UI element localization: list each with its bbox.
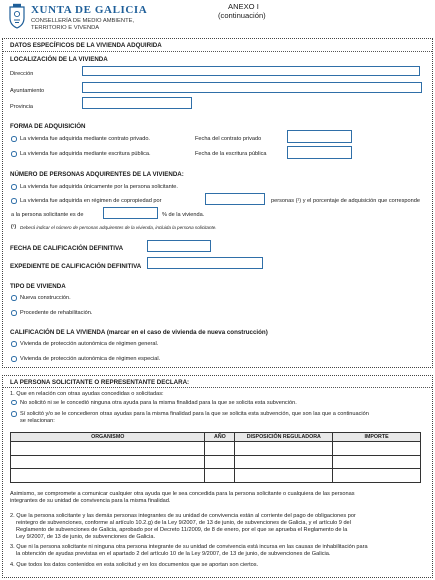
tipo-nueva-radio[interactable] bbox=[11, 295, 17, 301]
item1-no-label: No solicitó ni se le concedió ninguna otra ayuda para la misma finalidad para la que se solicita esta subvención. bbox=[20, 399, 297, 406]
section2-title: LA PERSONA SOLICITANTE O REPRESENTANTE DECLARA: bbox=[10, 379, 190, 386]
forma-escritura-radio[interactable] bbox=[11, 151, 17, 157]
item3-line2: la obtención de ayudas previstas en el apartado 2 del artículo 10 de la Ley 9/2007, de 13 de junio, de subvenciones de Galicia. bbox=[16, 551, 331, 557]
brand-name: XUNTA DE GALICIA bbox=[31, 4, 148, 16]
tipo-rehab-label: Procedente de rehabilitación. bbox=[20, 309, 93, 316]
item1-si-label-line1: Sí solicitó y/o se le concedieron otras ayudas para la misma finalidad para la que se solicita esta subvención, que son las que a continuación bbox=[20, 411, 369, 417]
porcentaje-input[interactable] bbox=[103, 207, 158, 219]
porcentaje-suffix: % de la vivienda. bbox=[162, 212, 205, 218]
fecha-calif-label: FECHA DE CALIFICACIÓN DEFINITIVA bbox=[10, 245, 124, 252]
forma-escritura-label: La vivienda fue adquirida mediante escritura pública. bbox=[20, 150, 151, 157]
forma-contrato-radio[interactable] bbox=[11, 136, 17, 142]
table-header-importe: IMPORTE bbox=[333, 433, 421, 442]
table-cell[interactable] bbox=[11, 455, 205, 469]
num-personas-input[interactable] bbox=[205, 193, 265, 205]
table-cell[interactable] bbox=[11, 469, 205, 483]
footnote-text: Deberá indicar el número de personas adquirentes de la vivienda, incluida la persona solicitante. bbox=[20, 225, 217, 230]
num-unica-label: La vivienda fue adquirida únicamente por la persona solicitante. bbox=[20, 183, 178, 190]
coat-of-arms-icon bbox=[6, 3, 28, 29]
fecha-contrato-input[interactable] bbox=[287, 130, 352, 143]
item1-text: 1. Que en relación con otras ayudas concedidas o solicitadas: bbox=[10, 391, 164, 397]
asimismo-line1: Asimismo, se compromete a comunicar cualquier otra ayuda que le sea concedida para la persona solicitante o cualquiera de las personas bbox=[10, 491, 355, 497]
table-cell[interactable] bbox=[333, 455, 421, 469]
table-header-disposicion: DISPOSICIÓN REGULADORA bbox=[235, 433, 333, 442]
item1-si-radio[interactable] bbox=[11, 411, 17, 417]
tipo-title: TIPO DE VIVIENDA bbox=[10, 283, 66, 290]
calif-general-label: Vivienda de protección autonómica de régimen general. bbox=[20, 340, 159, 347]
item2-line3: Reglamento de subvenciones de Galicia, aprobado por el Decreto 11/2009, de 8 de enero, por el que se aprueba el Reglamento de la bbox=[16, 527, 348, 533]
tipo-nueva-label: Nueva construcción. bbox=[20, 294, 71, 301]
num-unica-radio[interactable] bbox=[11, 184, 17, 190]
item1-no-radio[interactable] bbox=[11, 400, 17, 406]
department-line-2: TERRITORIO E VIVENDA bbox=[31, 24, 100, 31]
table-row bbox=[11, 455, 421, 469]
expediente-input[interactable] bbox=[147, 257, 263, 269]
provincia-label: Provincia bbox=[10, 104, 34, 110]
annex-subtitle: (continuación) bbox=[218, 11, 266, 20]
table-cell[interactable] bbox=[333, 442, 421, 456]
num-title: NÚMERO DE PERSONAS ADQUIRENTES DE LA VIVIENDA: bbox=[10, 171, 184, 178]
ayudas-table bbox=[10, 432, 421, 483]
porcentaje-label: a la persona solicitante es de bbox=[11, 212, 84, 218]
num-copropiedad-label: La vivienda fue adquirida en régimen de copropiedad por bbox=[20, 197, 162, 204]
annex-title: ANEXO I bbox=[228, 2, 259, 11]
forma-title: FORMA DE ADQUISICIÓN bbox=[10, 123, 86, 130]
item2-line2: reintegro de subvenciones, conforme al artículo 10.2.g) de la Ley 9/2007, de 13 de junio, de subvenciones de Galicia, y el artículo 9 del bbox=[16, 520, 351, 526]
footnote-mark: (¹) bbox=[11, 224, 16, 230]
expediente-label: EXPEDIENTE DE CALIFICACIÓN DEFINITIVA bbox=[10, 263, 142, 270]
calif-title: CALIFICACIÓN DE LA VIVIENDA (marcar en el caso de vivienda de nueva construcción) bbox=[10, 329, 268, 336]
table-header-organismo: ORGANISMO bbox=[11, 433, 205, 442]
forma-contrato-label: La vivienda fue adquirida mediante contrato privado. bbox=[20, 135, 150, 142]
fecha-contrato-label: Fecha del contrato privado bbox=[195, 135, 262, 142]
divider bbox=[3, 387, 432, 388]
provincia-input[interactable] bbox=[82, 97, 192, 109]
num-copropiedad-radio[interactable] bbox=[11, 198, 17, 204]
table-cell[interactable] bbox=[11, 442, 205, 456]
table-row bbox=[11, 469, 421, 483]
direccion-input[interactable] bbox=[82, 66, 420, 76]
table-cell[interactable] bbox=[235, 442, 333, 456]
item4-text: 4. Que todos los datos contenidos en esta solicitud y en los documentos que se aportan son ciertos. bbox=[10, 562, 259, 568]
location-title: LOCALIZACIÓN DE LA VIVIENDA bbox=[10, 56, 108, 63]
fecha-escritura-label: Fecha de la escritura pública bbox=[195, 150, 267, 157]
fecha-escritura-input[interactable] bbox=[287, 146, 352, 159]
item3-line1: 3. Que ni la persona solicitante ni ninguna otra persona integrante de su unidad de convivencia está incursa en las causas de inhabilitación para bbox=[10, 544, 368, 550]
table-cell[interactable] bbox=[235, 455, 333, 469]
calif-especial-radio[interactable] bbox=[11, 356, 17, 362]
table-cell[interactable] bbox=[205, 469, 235, 483]
table-header-ano: AÑO bbox=[205, 433, 235, 442]
table-row bbox=[11, 442, 421, 456]
asimismo-line2: integrantes de su unidad de convivencia para la misma finalidad. bbox=[10, 498, 171, 504]
table-cell[interactable] bbox=[205, 455, 235, 469]
table-cell[interactable] bbox=[205, 442, 235, 456]
calif-general-radio[interactable] bbox=[11, 341, 17, 347]
num-personas-suffix: personas (¹) y el porcentaje de adquisición que corresponde bbox=[271, 197, 420, 204]
ayuntamiento-input[interactable] bbox=[82, 82, 422, 93]
department-line-1: CONSELLERÍA DE MEDIO AMBIENTE, bbox=[31, 17, 135, 24]
divider bbox=[3, 51, 432, 52]
calif-especial-label: Vivienda de protección autonómica de régimen especial. bbox=[20, 355, 161, 362]
table-header-row bbox=[11, 433, 421, 442]
fecha-calif-input[interactable] bbox=[147, 240, 211, 252]
direccion-label: Dirección bbox=[10, 71, 34, 77]
tipo-rehab-radio[interactable] bbox=[11, 310, 17, 316]
item2-line1: 2. Que la persona solicitante y las demás personas integrantes de su unidad de convivencia están al corriente del pago de obligaciones por bbox=[10, 513, 356, 519]
table-cell[interactable] bbox=[333, 469, 421, 483]
item1-si-label-line2: se relacionan: bbox=[20, 418, 55, 424]
item2-line4: Ley 9/2007, de 13 de junio, de subvenciones de Galicia. bbox=[16, 534, 156, 540]
ayuntamiento-label: Ayuntamiento bbox=[10, 88, 45, 94]
section1-title: DATOS ESPECÍFICOS DE LA VIVIENDA ADQUIRIDA bbox=[10, 42, 162, 49]
xunta-logo bbox=[6, 3, 28, 29]
table-cell[interactable] bbox=[235, 469, 333, 483]
